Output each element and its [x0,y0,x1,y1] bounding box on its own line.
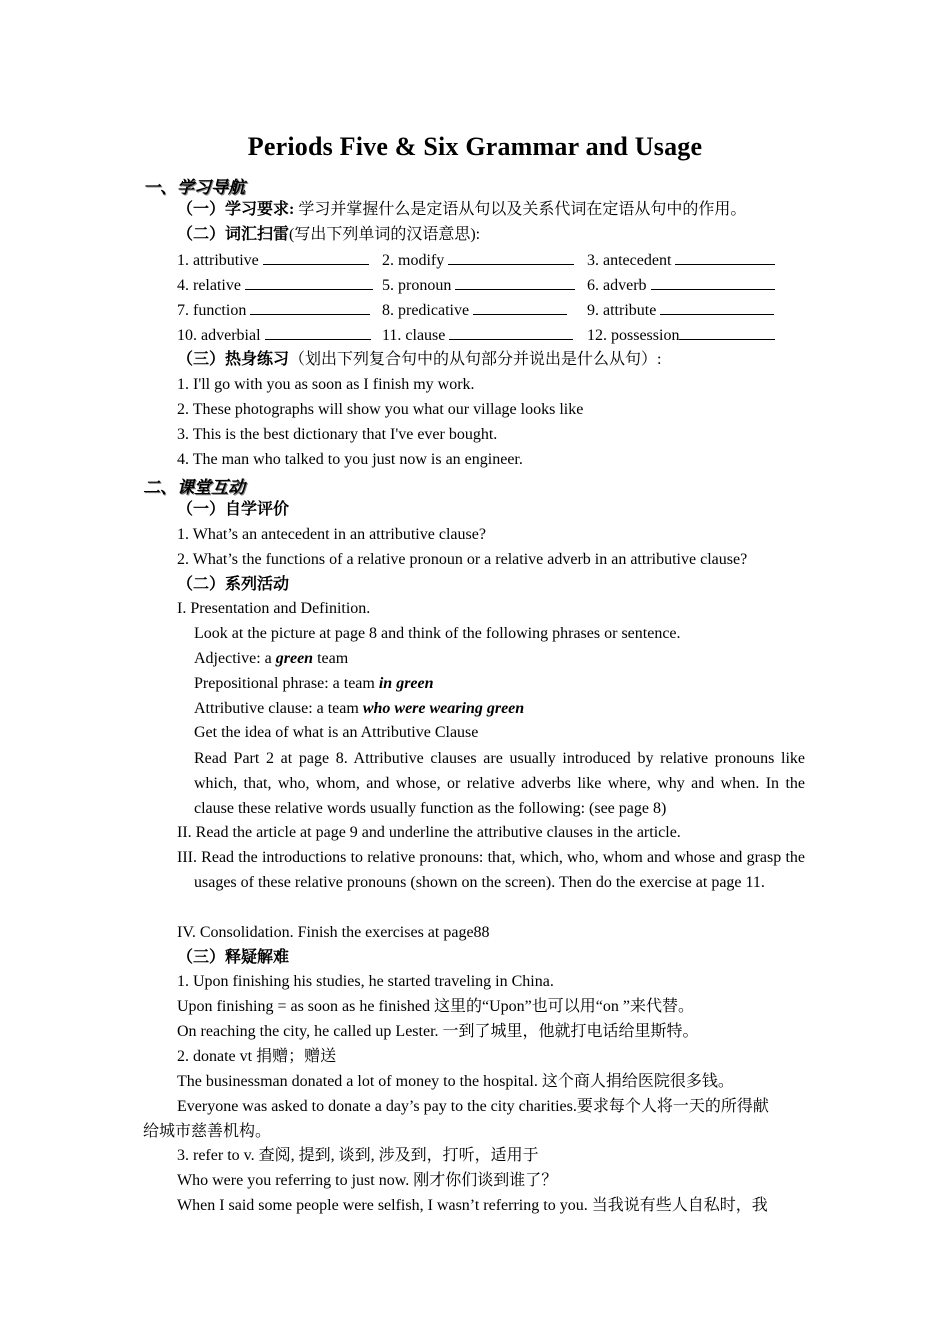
activity-i: I. Presentation and Definition. [177,600,371,617]
explain-line: 3. refer to v. 查阅, 提到, 谈到, 涉及到，打听，适用于 [177,1147,539,1164]
vocab-item: 7. function [177,300,370,321]
vocab-item: 11. clause [382,325,573,346]
activity-iii: III. Read the introductions to relative pronouns: that, which, who, whom and whose and grasp the usages of these relative pronouns (shown on the screen). Then do the exercise at page 11. [177,849,805,891]
activity-look: Look at the picture at page 8 and think of the following phrases or sentence. [194,625,681,642]
explain-line: When I said some people were selfish, I wasn’t referring to you. 当我说有些人自私时，我 [177,1197,768,1214]
study-requirement-label: （一）学习要求: [177,201,295,218]
example-prepositional: Prepositional phrase: a team in green [194,675,434,692]
vocab-label: （二）词汇扫雷 [177,226,290,243]
activity-iv: IV. Consolidation. Finish the exercises at page88 [177,924,490,941]
warmup-sentence: 4. The man who talked to you just now is an engineer. [177,451,523,468]
explain-label: （三）释疑解难 [177,949,290,966]
explain-line: On reaching the city, he called up Lester. 一到了城里，他就打电话给里斯特。 [177,1023,699,1040]
warmup-sentence: 2. These photographs will show you what our village looks like [177,401,584,418]
study-requirement-text: 学习并掌握什么是定语从句以及关系代词在定语从句中的作用。 [294,201,747,218]
self-study-question: 2. What’s the functions of a relative pronoun or a relative adverb in an attributive clause? [177,551,748,568]
warmup-note: （划出下列复合句中的从句部分并说出是什么从句）: [289,351,662,368]
explain-line: 2. donate vt 捐赠；赠送 [177,1048,337,1065]
explain-line: 1. Upon finishing his studies, he started traveling in China. [177,973,554,990]
vocab-item: 8. predicative [382,300,567,321]
warmup-sentence: 1. I'll go with you as soon as I finish my work. [177,376,475,393]
vocab-item: 4. relative [177,275,373,296]
warmup-sentence: 3. This is the best dictionary that I've ever bought. [177,426,498,443]
explain-line: 给城市慈善机构。 [143,1123,272,1140]
activity-ii: II. Read the article at page 9 and underline the attributive clauses in the article. [177,824,681,841]
vocab-item: 5. pronoun [382,275,575,296]
activities-label: （二）系列活动 [177,576,290,593]
example-attributive: Attributive clause: a team who were wearing green [194,700,525,717]
vocab-item: 6. adverb [587,275,775,296]
example-adjective: Adjective: a green team [194,650,349,667]
self-study-question: 1. What’s an antecedent in an attributive clause? [177,526,486,543]
vocab-item: 3. antecedent [587,250,775,271]
section-heading-classroom: 二、课堂互动 [143,478,245,498]
vocab-note: (写出下列单词的汉语意思): [289,226,481,243]
vocab-item: 9. attribute [587,300,774,321]
section-heading-study-guide: 一、学习导航 [143,178,245,198]
self-study-label: （一）自学评价 [177,501,290,518]
page-title: Periods Five & Six Grammar and Usage [247,132,703,161]
vocab-item: 2. modify [382,250,574,271]
explain-line: Upon finishing = as soon as he finished 这里的“Upon”也可以用“on ”来代替。 [177,998,694,1015]
vocab-heading [177,225,480,245]
vocab-item: 12. possession [587,325,775,346]
warmup-label: （三）热身练习 [177,351,290,368]
vocab-item: 10. adverbial [177,325,371,346]
explain-line: The businessman donated a lot of money to the hospital. 这个商人捐给医院很多钱。 [177,1073,734,1090]
read-part2-paragraph: Read Part 2 at page 8. Attributive clauses are usually introduced by relative pronouns like which, that, who, whom, and whose, or relative adverbs like where, why and when. In the clause these relative words usually function as the following: (see page 8) [194,750,805,817]
explain-line: Who were you referring to just now. 刚才你们谈到谁了？ [177,1172,558,1189]
study-requirement [177,200,746,220]
vocab-item: 1. attributive [177,250,369,271]
get-idea: Get the idea of what is an Attributive Clause [194,724,479,741]
warmup-heading [177,350,661,370]
explain-line: Everyone was asked to donate a day’s pay to the city charities.要求每个人将一天的所得献 [177,1098,769,1115]
